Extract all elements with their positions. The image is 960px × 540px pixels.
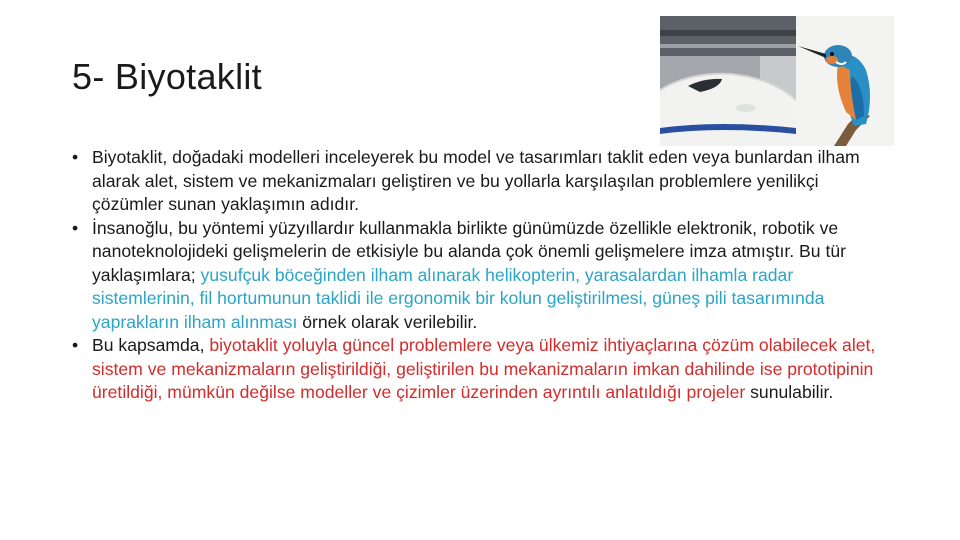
bullet-dot: • (72, 217, 79, 238)
bullet-list (72, 146, 892, 405)
slide-title: 5- Biyotaklit (72, 56, 262, 97)
bullet-text: İnsanoğlu, bu yöntemi yüzyıllardır kullanmakla birlikte günümüzde özellikle elektronik, robotik ve nanoteknolojideki gelişmelerin de etkisiyle bu alanda çok önemli gelişmelere imza atmıştır. Bu tür yaklaşımlara; (92, 217, 846, 285)
bullet-text-highlight-red: biyotaklit yoluyla güncel problemlere veya ülkemiz ihtiyaçlarına çözüm olabilecek alet, sistem ve mekanizmaların geliştirildiği, geliştirilen bu mekanizmaların imkan dahilinde ise prototipinin üretildiği, mümkün değilse modeller ve çizimler üzerinden ayrıntılı anlatıldığı projeler (92, 335, 876, 402)
bullet-dot: • (72, 335, 79, 355)
bullet-text: Biyotaklit, doğadaki modelleri inceleyerek bu model ve tasarımları taklit eden veya bunlardan ilham alarak alet, sistem ve mekanizmaları geliştiren ve bu yollarla karşılaşılan problemlere yenilikçi çözümler sunan yaklaşımın adıdır. (92, 147, 860, 214)
bullet-text: örnek olarak verilebilir. (297, 311, 478, 332)
kingfisher-bird-icon (796, 16, 894, 146)
bullet-item (72, 217, 892, 335)
bullet-dot: • (72, 147, 79, 167)
bullet-item (72, 334, 892, 405)
bullet-text: Bu kapsamda, (92, 335, 210, 355)
bullet-text-highlight-blue: yusufçuk böceğinden ilham alınarak helikopterin, yarasalardan ilhamla radar sistemlerinin, fil hortumunun taklidi ile ergonomik bir kolun geliştirilmesi, güneş pili tasarımında yaprakların ilham alınması (92, 264, 825, 332)
bullet-train-icon (660, 16, 796, 146)
bullet-text: sunulabilir. (745, 382, 834, 402)
bullet-item (72, 146, 892, 217)
biomimicry-photo (660, 16, 894, 146)
